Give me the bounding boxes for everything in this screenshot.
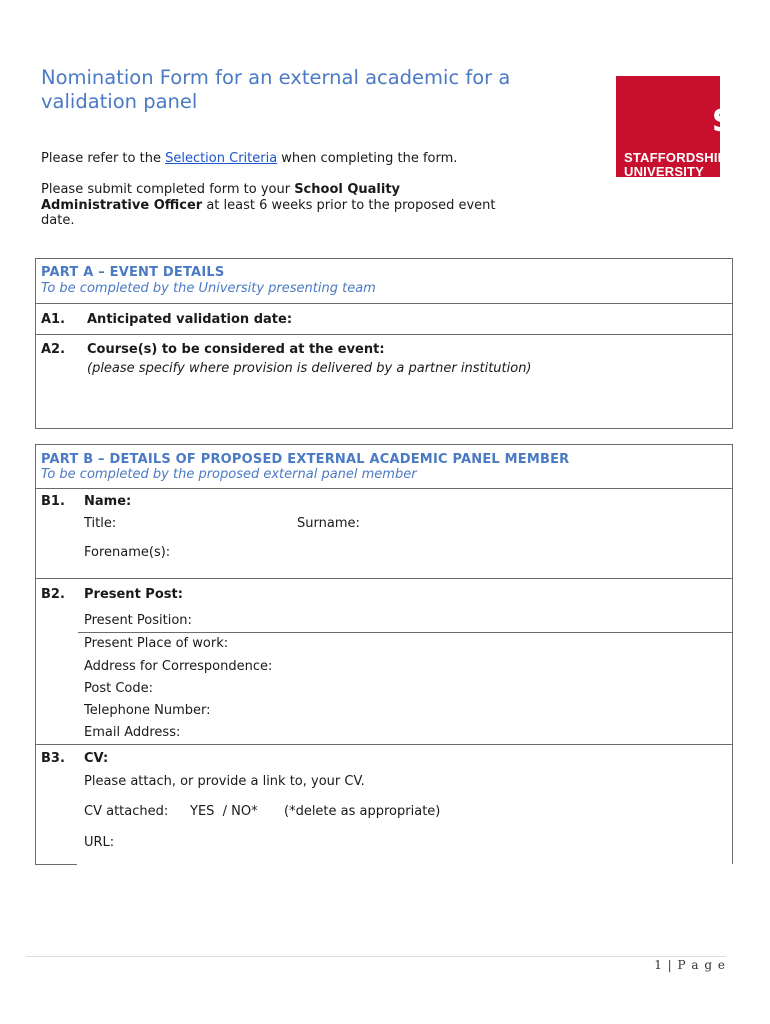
intro-1-text-end: when completing the form.: [277, 151, 458, 166]
cv-instruction: Please attach, or provide a link to, your CV.: [84, 774, 365, 789]
footer-rule: [26, 956, 726, 957]
part-b-bottom-stub: [35, 864, 77, 865]
b3-number: B3.: [41, 751, 65, 766]
a2-label[interactable]: Course(s) to be considered at the event:: [87, 342, 385, 357]
b1-number: B1.: [41, 494, 65, 509]
intro-paragraph-1: [41, 151, 511, 167]
present-place-field[interactable]: Present Place of work:: [84, 636, 229, 651]
intro-paragraph-2: [41, 182, 511, 229]
cv-attached-label: CV attached:: [84, 804, 169, 819]
telephone-field[interactable]: Telephone Number:: [84, 703, 211, 718]
email-field[interactable]: Email Address:: [84, 725, 181, 740]
url-field[interactable]: URL:: [84, 835, 115, 850]
logo-line-2: UNIVERSITY: [624, 164, 705, 179]
logo-mark-icon: S: [712, 104, 734, 139]
page-number: 1: [654, 958, 663, 972]
forename-field[interactable]: Forename(s):: [84, 545, 171, 560]
form-title: Nomination Form for an external academic for a validation panel: [41, 66, 511, 113]
part-b-divider-3: [35, 744, 733, 745]
title-field[interactable]: Title:: [84, 516, 117, 531]
postcode-field[interactable]: Post Code:: [84, 681, 153, 696]
logo-line-1: STAFFORDSHIRE: [624, 150, 737, 165]
part-b-left-border: [35, 444, 36, 864]
present-position-field[interactable]: Present Position:: [84, 613, 192, 628]
part-a-divider-2: [35, 334, 733, 335]
a1-number: A1.: [41, 312, 66, 327]
logo-wordmark: [624, 151, 736, 179]
surname-field[interactable]: Surname:: [297, 516, 360, 531]
footer-separator: |: [667, 958, 673, 972]
part-b-divider-1: [35, 488, 733, 489]
selection-criteria-link[interactable]: Selection Criteria: [165, 151, 278, 166]
part-a-subheading: To be completed by the University presenting team: [41, 281, 376, 296]
present-position-underline: [78, 632, 733, 633]
page-label: P a g e: [677, 958, 726, 972]
part-b-heading: PART B – DETAILS OF PROPOSED EXTERNAL ACADEMIC PANEL MEMBER: [41, 452, 570, 467]
part-a-divider-1: [35, 303, 733, 304]
page-number-footer: [654, 958, 726, 972]
intro-1-text: Please refer to the: [41, 151, 166, 166]
b2-label: Present Post:: [84, 587, 183, 602]
intro-2-text-end: at least 6 weeks prior to the proposed event date.: [41, 197, 496, 228]
quality-officer-text: School Quality Administrative Officer: [41, 182, 401, 213]
a1-label[interactable]: Anticipated validation date:: [87, 312, 293, 327]
cv-delete-note: (*delete as appropriate): [284, 804, 441, 819]
a2-note: (please specify where provision is delivered by a partner institution): [87, 361, 532, 376]
part-b-top-border: [35, 444, 733, 445]
a2-number: A2.: [41, 342, 66, 357]
staffordshire-university-logo: [616, 76, 737, 179]
b2-number: B2.: [41, 587, 65, 602]
part-b-subheading: To be completed by the proposed external panel member: [41, 467, 417, 482]
part-b-right-border: [732, 444, 733, 864]
b1-label: Name:: [84, 494, 132, 509]
part-b-divider-2: [35, 578, 733, 579]
part-a-heading: PART A – EVENT DETAILS: [41, 265, 225, 280]
intro-2-text: Please submit completed form to your: [41, 182, 295, 197]
cv-yes-no-option[interactable]: YES / NO*: [190, 804, 258, 819]
b3-label: CV:: [84, 751, 109, 766]
address-field[interactable]: Address for Correspondence:: [84, 659, 273, 674]
